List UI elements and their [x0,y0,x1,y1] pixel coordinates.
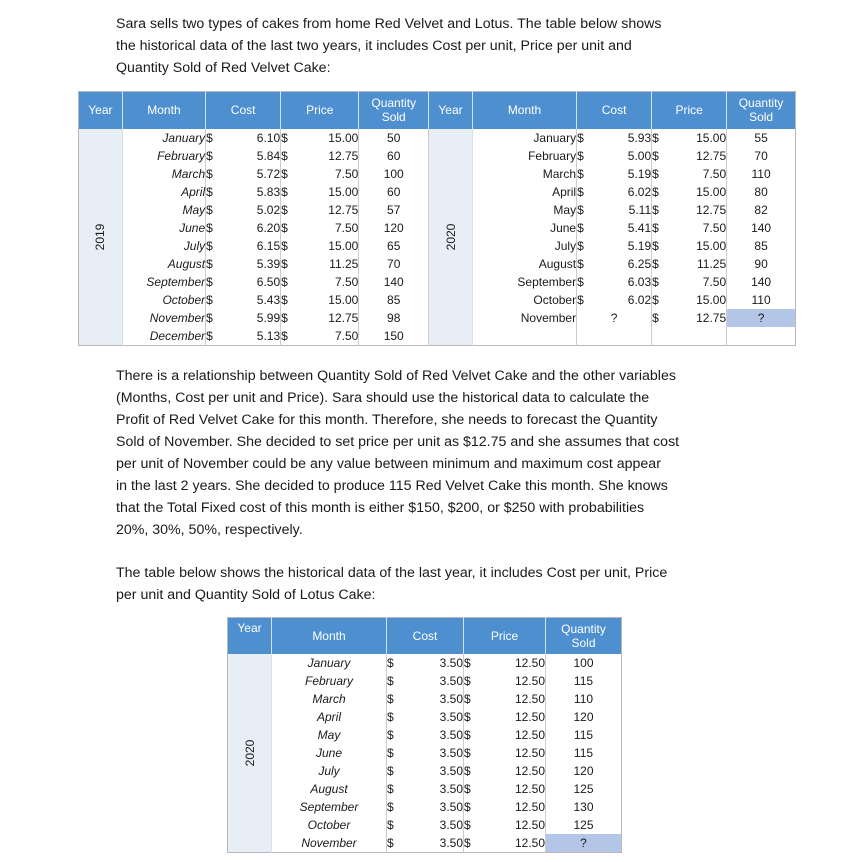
month-cell: July [472,237,576,255]
cost-cell: $ 5.41 [577,220,652,235]
header-quantity-sold: Quantity Sold [359,92,429,129]
currency-symbol: $ [387,709,394,724]
month-cell: March [472,165,576,183]
quantity-cell: 115 [573,745,594,760]
intro-paragraph [116,13,756,79]
currency-symbol: $ [281,202,288,217]
lotus-cost-cell: $ 3.50 [387,763,463,778]
month-cell: November [472,309,576,327]
price-cell: $ 7.50 [652,166,727,181]
currency-symbol: $ [577,148,584,163]
quantity-cell: 82 [754,202,768,217]
lotus-table [227,617,622,853]
currency-symbol: $ [652,292,659,307]
currency-symbol: $ [577,292,584,307]
problem-line: (Months, Cost per unit and Price). Sara should use the historical data to calculate the [116,390,650,406]
month-cell: April [472,183,576,201]
lotus-price-cell: $ 12.50 [464,655,545,670]
quantity-cell: 98 [359,309,429,327]
cost-cell: $ 5.19 [577,238,652,253]
quantity-cell: 50 [359,129,429,147]
currency-symbol: $ [464,727,471,742]
currency-symbol: $ [577,184,584,199]
currency-symbol: $ [464,691,471,706]
month-cell: February [122,147,205,165]
currency-symbol: $ [464,799,471,814]
lotus-cost-cell: $ 3.50 [387,709,463,724]
quantity-cell: 100 [573,655,594,670]
currency-symbol: $ [387,781,394,796]
quantity-cell: 140 [751,220,772,235]
price-cell: $ 15.00 [281,184,359,199]
month-cell: June [472,219,576,237]
lotus-price-cell: $ 12.50 [464,781,545,796]
table-row [79,129,796,147]
quantity-cell: 140 [751,274,772,289]
currency-symbol: $ [464,763,471,778]
cost-cell: $ 6.02 [577,184,652,199]
price-cell: $ 7.50 [281,327,359,346]
quantity-cell: ? [727,309,796,327]
currency-symbol: $ [577,256,584,271]
header-year: Year [429,92,473,129]
red-velvet-table [78,91,796,346]
currency-symbol: $ [387,727,394,742]
price-cell: $ 12.75 [281,310,359,325]
month-cell: June [272,744,387,762]
quantity-cell: 125 [573,781,594,796]
price-cell: $ 15.00 [652,292,727,307]
month-cell: October [472,291,576,309]
month-cell: March [272,690,387,708]
intro-line: the historical data of the last two years, it includes Cost per unit, Price per unit and [116,38,632,54]
currency-symbol: $ [206,148,213,163]
currency-symbol: $ [206,202,213,217]
currency-symbol: $ [281,220,288,235]
table-row [228,654,622,672]
price-cell: $ 11.25 [281,256,359,271]
currency-symbol: $ [464,673,471,688]
currency-symbol: $ [281,292,288,307]
quantity-cell: 55 [754,130,768,145]
table-row [228,762,622,780]
table-row [228,690,622,708]
lotus-intro-paragraph [116,562,756,606]
cost-cell: $ 5.19 [577,166,652,181]
cost-cell: $ 5.02 [206,202,281,217]
currency-symbol: $ [206,238,213,253]
lotus-cost-cell: $ 3.50 [387,799,463,814]
month-cell: September [272,798,387,816]
quantity-cell: 85 [754,238,768,253]
table-header-row [79,92,796,129]
header-year: Year [79,92,123,129]
quantity-cell: 100 [359,165,429,183]
currency-symbol: $ [387,745,394,760]
quantity-cell: 60 [359,147,429,165]
lotus-price-cell: $ 12.50 [464,691,545,706]
table-row [228,672,622,690]
table-header-row [228,618,622,654]
table-row [228,744,622,762]
lotus-price-cell: $ 12.50 [464,727,545,742]
currency-symbol: $ [206,220,213,235]
currency-symbol: $ [387,673,394,688]
currency-symbol: $ [206,130,213,145]
currency-symbol: $ [652,148,659,163]
cost-cell: $ 5.84 [206,148,281,163]
table-row [228,708,622,726]
problem-line: that the Total Fixed cost of this month is either $150, $200, or $250 with probabilities [116,500,645,516]
currency-symbol: $ [387,655,394,670]
quantity-cell: 140 [359,273,429,291]
currency-symbol: $ [387,763,394,778]
currency-symbol: $ [652,256,659,271]
month-cell: January [122,129,205,147]
cost-cell [577,327,652,346]
month-cell: September [122,273,205,291]
currency-symbol: $ [387,691,394,706]
header-quantity-sold: Quantity Sold [727,92,796,129]
currency-symbol: $ [577,274,584,289]
table-row [228,780,622,798]
month-cell: February [272,672,387,690]
price-cell: $ 15.00 [281,130,359,145]
problem-paragraph [116,365,756,541]
price-cell: $ 15.00 [652,238,727,253]
intro-line: Quantity Sold of Red Velvet Cake: [116,60,331,76]
header-price: Price [281,92,359,129]
month-cell: August [272,780,387,798]
price-cell: $ 11.25 [652,256,727,271]
month-cell: January [472,129,576,147]
currency-symbol: $ [464,709,471,724]
cost-cell: $ 6.10 [206,130,281,145]
month-cell: May [472,201,576,219]
price-cell: $ 12.75 [281,202,359,217]
cost-cell: $ 5.43 [206,292,281,307]
lotus-cost-cell: $ 3.50 [387,817,463,832]
lotus-cost-cell: $ 3.50 [387,745,463,760]
cost-cell: $ 5.83 [206,184,281,199]
intro-line: Sara sells two types of cakes from home Red Velvet and Lotus. The table below shows [116,16,662,32]
problem-line: Profit of Red Velvet Cake for this month. Therefore, she needs to forecast the Quantity [116,412,658,428]
currency-symbol: $ [464,655,471,670]
currency-symbol: $ [206,328,213,343]
currency-symbol: $ [281,274,288,289]
cost-cell: $ 6.02 [577,292,652,307]
currency-symbol: $ [577,220,584,235]
currency-symbol: $ [281,238,288,253]
header-month: Month [122,92,205,129]
table-row [228,726,622,744]
currency-symbol: $ [281,166,288,181]
currency-symbol: $ [281,310,288,325]
year-label: 2019 [79,129,123,346]
currency-symbol: $ [206,166,213,181]
month-cell: April [122,183,205,201]
problem-line: in the last 2 years. She decided to produce 115 Red Velvet Cake this month. She knows [116,478,668,494]
problem-line: per unit of November could be any value between minimum and maximum cost appear [116,456,661,472]
lotus-price-cell: $ 12.50 [464,817,545,832]
currency-symbol: $ [652,310,659,325]
lotus-price-cell: $ 12.50 [464,709,545,724]
lotus-intro-line: The table below shows the historical data of the last year, it includes Cost per unit, Price [116,565,668,581]
header-price: Price [464,618,546,654]
currency-symbol: $ [206,310,213,325]
lotus-cost-cell: $ 3.50 [387,655,463,670]
currency-symbol: $ [464,781,471,796]
price-cell: $ 7.50 [281,220,359,235]
currency-symbol: $ [206,274,213,289]
cost-cell: $ 6.15 [206,238,281,253]
lotus-cost-cell: $ 3.50 [387,834,464,853]
month-cell: October [272,816,387,834]
quantity-cell: ? [546,834,622,853]
quantity-cell: 110 [751,166,771,181]
price-cell: $ 15.00 [281,292,359,307]
currency-symbol: $ [281,130,288,145]
month-cell: November [272,834,387,853]
currency-symbol: $ [652,220,659,235]
price-cell: $ 15.00 [281,238,359,253]
price-cell: $ 12.75 [281,148,359,163]
price-cell: $ 12.75 [652,202,727,217]
quantity-cell: 65 [359,237,429,255]
header-cost: Cost [387,618,464,654]
table-row [228,816,622,834]
problem-line: 20%, 30%, 50%, respectively. [116,522,303,538]
header-cost: Cost [206,92,281,129]
price-cell [652,327,727,346]
currency-symbol: $ [652,202,659,217]
year-label: 2020 [429,129,473,346]
quantity-cell: 130 [573,799,594,814]
header-month: Month [472,92,576,129]
quantity-cell: 60 [359,183,429,201]
currency-symbol: $ [281,256,288,271]
year-label: 2020 [228,654,272,853]
cost-cell: $ 6.03 [577,274,652,289]
price-cell: $ 12.75 [652,148,727,163]
header-price: Price [652,92,727,129]
quantity-cell: 120 [573,709,594,724]
lotus-price-cell: $ 12.50 [464,763,545,778]
lotus-intro-line: per unit and Quantity Sold of Lotus Cake: [116,587,376,603]
currency-symbol: $ [577,238,584,253]
price-cell: $ 12.75 [652,310,727,325]
quantity-cell: 85 [359,291,429,309]
quantity-cell: 110 [573,691,594,706]
quantity-cell: 125 [573,817,594,832]
lotus-cost-cell: $ 3.50 [387,691,463,706]
lotus-cost-cell: $ 3.50 [387,727,463,742]
problem-line: There is a relationship between Quantity Sold of Red Velvet Cake and the other variables [116,368,676,384]
month-cell: November [122,309,205,327]
cost-cell: $ 5.13 [206,327,281,346]
cost-cell: $ 5.72 [206,166,281,181]
cost-cell: $ 5.11 [577,202,652,217]
cost-cell: $ 5.39 [206,256,281,271]
currency-symbol: $ [281,328,288,343]
month-cell: May [272,726,387,744]
quantity-cell: 120 [573,763,594,778]
quantity-cell: 120 [359,219,429,237]
cost-cell: $ 5.00 [577,148,652,163]
month-cell: August [472,255,576,273]
lotus-cost-cell: $ 3.50 [387,673,463,688]
currency-symbol: $ [281,148,288,163]
problem-line: Sold of November. She decided to set price per unit as $12.75 and she assumes that cost [116,434,680,450]
month-cell: June [122,219,205,237]
currency-symbol: $ [577,202,584,217]
month-cell: May [122,201,205,219]
currency-symbol: $ [387,799,394,814]
quantity-cell [727,327,796,346]
month-cell: July [272,762,387,780]
table-row [228,798,622,816]
quantity-cell: 110 [751,292,771,307]
currency-symbol: $ [387,835,394,850]
lotus-price-cell: $ 12.50 [464,745,545,760]
price-cell: $ 15.00 [652,130,727,145]
quantity-cell: 115 [573,727,594,742]
month-cell: August [122,255,205,273]
currency-symbol: $ [577,130,584,145]
currency-symbol: $ [464,835,471,850]
lotus-price-cell: $ 12.50 [464,799,545,814]
header-year: Year [228,618,272,654]
month-cell: January [272,654,387,672]
cost-cell: $ 6.20 [206,220,281,235]
header-month: Month [272,618,387,654]
month-cell: October [122,291,205,309]
currency-symbol: $ [206,184,213,199]
cost-cell: $ 5.99 [206,310,281,325]
currency-symbol: $ [387,817,394,832]
lotus-price-cell: $ 12.50 [464,834,546,853]
month-cell: September [472,273,576,291]
cost-cell: $ 6.25 [577,256,652,271]
currency-symbol: $ [652,184,659,199]
lotus-price-cell: $ 12.50 [464,673,545,688]
header-quantity-sold: Quantity Sold [546,618,622,654]
table-row [228,834,622,853]
currency-symbol: $ [206,292,213,307]
lotus-cost-cell: $ 3.50 [387,781,463,796]
quantity-cell: 115 [573,673,594,688]
currency-symbol: $ [652,274,659,289]
quantity-cell: 70 [359,255,429,273]
header-cost: Cost [577,92,652,129]
month-cell: December [122,327,205,346]
month-cell: July [122,237,205,255]
currency-symbol: $ [464,745,471,760]
price-cell: $ 7.50 [281,274,359,289]
month-cell: April [272,708,387,726]
month-cell [472,327,576,346]
currency-symbol: $ [464,817,471,832]
month-cell: March [122,165,205,183]
quantity-cell: 80 [754,184,768,199]
month-cell: February [472,147,576,165]
cost-cell: $ 6.50 [206,274,281,289]
quantity-cell: 90 [754,256,768,271]
cost-cell: ? [577,309,652,327]
price-cell: $ 7.50 [652,220,727,235]
quantity-cell: 70 [754,148,768,163]
quantity-cell: 150 [359,327,429,346]
price-cell: $ 7.50 [281,166,359,181]
quantity-cell: 57 [359,201,429,219]
currency-symbol: $ [652,166,659,181]
currency-symbol: $ [652,130,659,145]
cost-cell: $ 5.93 [577,130,652,145]
currency-symbol: $ [281,184,288,199]
currency-symbol: $ [206,256,213,271]
currency-symbol: $ [577,166,584,181]
price-cell: $ 7.50 [652,274,727,289]
price-cell: $ 15.00 [652,184,727,199]
currency-symbol: $ [652,238,659,253]
